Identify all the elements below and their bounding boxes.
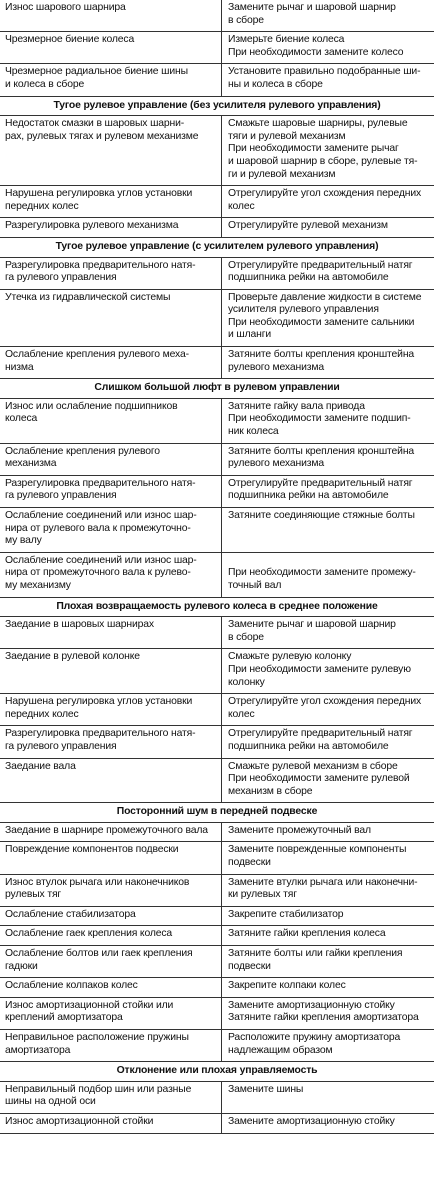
remedy-text: При необходимости замените промежу-	[228, 567, 416, 579]
cause-text: низма	[5, 361, 34, 373]
section-title: Слишком большой люфт в рулевом управлении	[0, 379, 434, 399]
remedy-cell	[222, 257, 434, 289]
cause-text: Нарушена регулировка углов установки	[5, 696, 193, 708]
cause-cell	[0, 617, 222, 649]
cause-cell	[0, 552, 222, 597]
cause-text: гадюки	[5, 960, 38, 972]
remedy-cell	[222, 186, 434, 218]
remedy-cell	[222, 726, 434, 758]
table-row	[0, 649, 434, 694]
cause-text: Ослабление гаек крепления колеса	[5, 928, 173, 940]
remedy-text: Смажьте шаровые шарниры, рулевые	[228, 118, 408, 130]
remedy-cell	[222, 552, 434, 597]
remedy-text: Затяните гайки крепления амортизатора	[228, 1012, 419, 1024]
table-row	[0, 946, 434, 978]
cause-text: Износ амортизационной стойки или	[5, 999, 174, 1011]
table-row	[0, 552, 434, 597]
cause-text: му механизму	[5, 579, 71, 591]
cause-cell	[0, 842, 222, 874]
remedy-text: Закрепите стабилизатор	[228, 908, 344, 920]
table-row	[0, 874, 434, 906]
remedy-text: ги и рулевой механизм	[228, 168, 336, 180]
remedy-cell	[222, 218, 434, 238]
remedy-text: рулевого механизма	[228, 458, 324, 470]
remedy-text: подшипника рейки на автомобиле	[228, 490, 389, 502]
cause-text: нира от промежуточного вала к рулево-	[5, 567, 191, 579]
section-header	[0, 379, 434, 399]
section-header	[0, 237, 434, 257]
remedy-text: Затяните гайки крепления колеса	[228, 928, 386, 940]
remedy-text: Закрепите колпаки колес	[228, 980, 346, 992]
table-row	[0, 822, 434, 842]
remedy-text: При необходимости замените подшип-	[228, 413, 411, 425]
table-row	[0, 347, 434, 379]
table-row	[0, 0, 434, 32]
cause-text: га рулевого управления	[5, 490, 117, 502]
table-row	[0, 64, 434, 96]
cause-cell	[0, 758, 222, 803]
remedy-text: Затяните болты крепления кронштейна	[228, 445, 415, 457]
remedy-text: Замените амортизационную стойку	[228, 999, 395, 1011]
remedy-cell	[222, 906, 434, 926]
section-title: Тугое рулевое управление (с усилителем рулевого управления)	[0, 237, 434, 257]
cause-text: Недостаток смазки в шаровых шарни-	[5, 118, 185, 130]
remedy-text: Отрегулируйте предварительный натяг	[228, 477, 413, 489]
table-row	[0, 694, 434, 726]
cause-text: Нарушена регулировка углов установки	[5, 188, 193, 200]
remedy-text: Замените поврежденные компоненты	[228, 844, 407, 856]
section-header	[0, 1062, 434, 1082]
table-row	[0, 906, 434, 926]
cause-cell	[0, 1113, 222, 1133]
section-title: Отклонение или плохая управляемость	[0, 1062, 434, 1082]
remedy-text: и шланги	[228, 329, 272, 341]
remedy-text: усилителя рулевого управления	[228, 304, 379, 316]
table-row	[0, 508, 434, 553]
cause-text: Ослабление колпаков колес	[5, 980, 138, 992]
cause-text: Заедание в шаровых шарнирах	[5, 619, 154, 631]
cause-cell	[0, 508, 222, 553]
cause-text: механизма	[5, 458, 57, 470]
remedy-text: Измерьте биение колеса	[228, 34, 345, 46]
table-row	[0, 758, 434, 803]
table-row	[0, 32, 434, 64]
remedy-text: точный вал	[228, 579, 282, 591]
cause-cell	[0, 116, 222, 186]
cause-cell	[0, 946, 222, 978]
cause-text: га рулевого управления	[5, 272, 117, 284]
cause-cell	[0, 1081, 222, 1113]
cause-text: Ослабление крепления рулевого меха-	[5, 349, 189, 361]
section-header	[0, 803, 434, 823]
cause-text: Износ шарового шарнира	[5, 2, 126, 13]
remedy-text: ны и колеса в сборе	[228, 78, 323, 90]
remedy-text: Затяните болты или гайки крепления	[228, 948, 403, 960]
remedy-text: При необходимости замените колесо	[228, 46, 404, 58]
remedy-cell	[222, 978, 434, 998]
table-row	[0, 116, 434, 186]
cause-cell	[0, 347, 222, 379]
remedy-text: в сборе	[228, 14, 264, 26]
cause-text: амортизатора	[5, 1044, 71, 1056]
cause-cell	[0, 64, 222, 96]
cause-text: Ослабление болтов или гаек крепления	[5, 948, 193, 960]
cause-cell	[0, 874, 222, 906]
cause-cell	[0, 289, 222, 346]
table-row	[0, 726, 434, 758]
table-row	[0, 617, 434, 649]
cause-text: Износ или ослабление подшипников	[5, 400, 178, 412]
cause-cell	[0, 906, 222, 926]
cause-text: Ослабление соединений или износ шар-	[5, 510, 197, 521]
cause-text: Разрегулировка предварительного натя-	[5, 259, 196, 271]
table-row	[0, 289, 434, 346]
remedy-text: Замените промежуточный вал	[228, 824, 371, 836]
remedy-text: и шаровой шарнир в сборе, рулевые тя-	[228, 155, 418, 167]
remedy-text: в сборе	[228, 631, 264, 643]
cause-text: Утечка из гидравлической системы	[5, 291, 171, 303]
remedy-text: Затяните соединяющие стяжные болты	[228, 510, 415, 521]
cause-text: передних колес	[5, 200, 79, 212]
cause-text: Неправильное расположение пружины	[5, 1032, 189, 1043]
table-row	[0, 443, 434, 475]
table-row	[0, 1030, 434, 1062]
cause-text: Заедание в рулевой колонке	[5, 651, 140, 663]
cause-cell	[0, 978, 222, 998]
remedy-text: колес	[228, 708, 255, 720]
remedy-text: При необходимости замените сальники	[228, 316, 415, 328]
table-row	[0, 842, 434, 874]
cause-cell	[0, 0, 222, 32]
cause-cell	[0, 694, 222, 726]
remedy-cell	[222, 997, 434, 1029]
cause-cell	[0, 443, 222, 475]
remedy-text: колес	[228, 200, 255, 212]
section-header	[0, 96, 434, 116]
remedy-cell	[222, 508, 434, 553]
remedy-text: Расположите пружину амортизатора	[228, 1032, 401, 1043]
remedy-text: Замените амортизационную стойку	[228, 1115, 395, 1127]
table-row	[0, 475, 434, 507]
remedy-cell	[222, 842, 434, 874]
table-row	[0, 978, 434, 998]
cause-text: рах, рулевых тягах и рулевом механизме	[5, 130, 199, 142]
cause-text: колеса	[5, 413, 38, 425]
remedy-cell	[222, 32, 434, 64]
cause-cell	[0, 398, 222, 443]
cause-text: му валу	[5, 535, 42, 547]
cause-text: шины на одной оси	[5, 1096, 96, 1108]
remedy-text: тяги и рулевой механизм	[228, 130, 346, 142]
remedy-cell	[222, 1113, 434, 1133]
cause-text: креплений амортизатора	[5, 1012, 123, 1024]
remedy-cell	[222, 946, 434, 978]
remedy-text: При необходимости замените рулевую	[228, 663, 411, 675]
remedy-cell	[222, 926, 434, 946]
remedy-cell	[222, 617, 434, 649]
cause-text: га рулевого управления	[5, 740, 117, 752]
remedy-cell	[222, 649, 434, 694]
section-title: Посторонний шум в передней подвеске	[0, 803, 434, 823]
remedy-cell	[222, 116, 434, 186]
remedy-text: ки рулевых тяг	[228, 889, 297, 901]
remedy-text: Замените втулки рычага или наконечни-	[228, 876, 418, 888]
remedy-cell	[222, 1081, 434, 1113]
cause-text: Ослабление стабилизатора	[5, 908, 136, 920]
remedy-text: рулевого механизма	[228, 361, 324, 373]
remedy-text: Отрегулируйте рулевой механизм	[228, 220, 388, 232]
cause-text: Износ амортизационной стойки	[5, 1115, 154, 1127]
cause-text: Ослабление соединений или износ шар-	[5, 554, 197, 566]
remedy-text: Отрегулируйте угол схождения передних	[228, 188, 422, 200]
remedy-cell	[222, 64, 434, 96]
remedy-text: колонку	[228, 676, 265, 688]
cause-cell	[0, 649, 222, 694]
table-row	[0, 926, 434, 946]
remedy-cell	[222, 289, 434, 346]
remedy-text: Отрегулируйте угол схождения передних	[228, 696, 422, 708]
cause-text: Износ втулок рычага или наконечников	[5, 876, 190, 888]
remedy-text: надлежащим образом	[228, 1044, 333, 1056]
remedy-text: подшипника рейки на автомобиле	[228, 272, 389, 284]
cause-text: Заедание вала	[5, 760, 76, 772]
cause-text: нира от рулевого вала к промежуточно-	[5, 522, 191, 534]
remedy-text: механизм в сборе	[228, 785, 313, 797]
remedy-text: Замените рычаг и шаровой шарнир	[228, 2, 396, 13]
remedy-text: ник колеса	[228, 426, 279, 438]
remedy-text: Замените шины	[228, 1083, 304, 1095]
section-title: Тугое рулевое управление (без усилителя рулевого управления)	[0, 96, 434, 116]
remedy-cell	[222, 874, 434, 906]
cause-text: передних колес	[5, 708, 79, 720]
table-row	[0, 1081, 434, 1113]
remedy-text: Отрегулируйте предварительный натяг	[228, 259, 413, 271]
remedy-text: Отрегулируйте предварительный натяг	[228, 728, 413, 740]
table-row	[0, 398, 434, 443]
remedy-text	[228, 555, 430, 568]
remedy-text: Затяните гайку вала привода	[228, 400, 365, 412]
cause-text: и колеса в сборе	[5, 78, 85, 90]
remedy-cell	[222, 347, 434, 379]
table-row	[0, 1113, 434, 1133]
remedy-text: Смажьте рулевую колонку	[228, 651, 352, 663]
table-row	[0, 997, 434, 1029]
cause-text: Чрезмерное биение колеса	[5, 34, 135, 46]
cause-cell	[0, 822, 222, 842]
cause-text: Разрегулировка предварительного натя-	[5, 728, 196, 740]
remedy-cell	[222, 443, 434, 475]
cause-text: Чрезмерное радиальное биение шины	[5, 66, 188, 78]
remedy-text: Замените рычаг и шаровой шарнир	[228, 619, 396, 631]
table-row	[0, 257, 434, 289]
remedy-text: подшипника рейки на автомобиле	[228, 740, 389, 752]
cause-cell	[0, 726, 222, 758]
remedy-text: подвески	[228, 857, 271, 869]
cause-text: Разрегулировка рулевого механизма	[5, 220, 179, 232]
cause-cell	[0, 257, 222, 289]
remedy-cell	[222, 694, 434, 726]
remedy-cell	[222, 475, 434, 507]
remedy-text: Проверьте давление жидкости в системе	[228, 291, 422, 303]
cause-cell	[0, 218, 222, 238]
cause-cell	[0, 475, 222, 507]
table-row	[0, 218, 434, 238]
remedy-text: При необходимости замените рычаг	[228, 143, 399, 155]
cause-cell	[0, 1030, 222, 1062]
remedy-text: Затяните болты крепления кронштейна	[228, 349, 415, 361]
cause-text: Заедание в шарнире промежуточного вала	[5, 824, 208, 836]
cause-text: Неправильный подбор шин или разные	[5, 1083, 192, 1095]
remedy-text: подвески	[228, 960, 271, 972]
remedy-cell	[222, 398, 434, 443]
cause-cell	[0, 926, 222, 946]
remedy-text: При необходимости замените рулевой	[228, 773, 410, 785]
cause-text: Разрегулировка предварительного натя-	[5, 477, 196, 489]
section-header	[0, 597, 434, 617]
cause-cell	[0, 997, 222, 1029]
cause-cell	[0, 186, 222, 218]
remedy-cell	[222, 0, 434, 32]
section-title: Плохая возвращаемость рулевого колеса в среднее положение	[0, 597, 434, 617]
cause-text: рулевых тяг	[5, 889, 62, 901]
cause-text: Ослабление крепления рулевого	[5, 445, 160, 457]
cause-cell	[0, 32, 222, 64]
remedy-cell	[222, 758, 434, 803]
cause-text: Повреждение компонентов подвески	[5, 844, 179, 856]
remedy-cell	[222, 1030, 434, 1062]
remedy-text: Установите правильно подобранные ши-	[228, 66, 421, 78]
table-row	[0, 186, 434, 218]
remedy-text: Смажьте рулевой механизм в сборе	[228, 760, 398, 772]
remedy-cell	[222, 822, 434, 842]
